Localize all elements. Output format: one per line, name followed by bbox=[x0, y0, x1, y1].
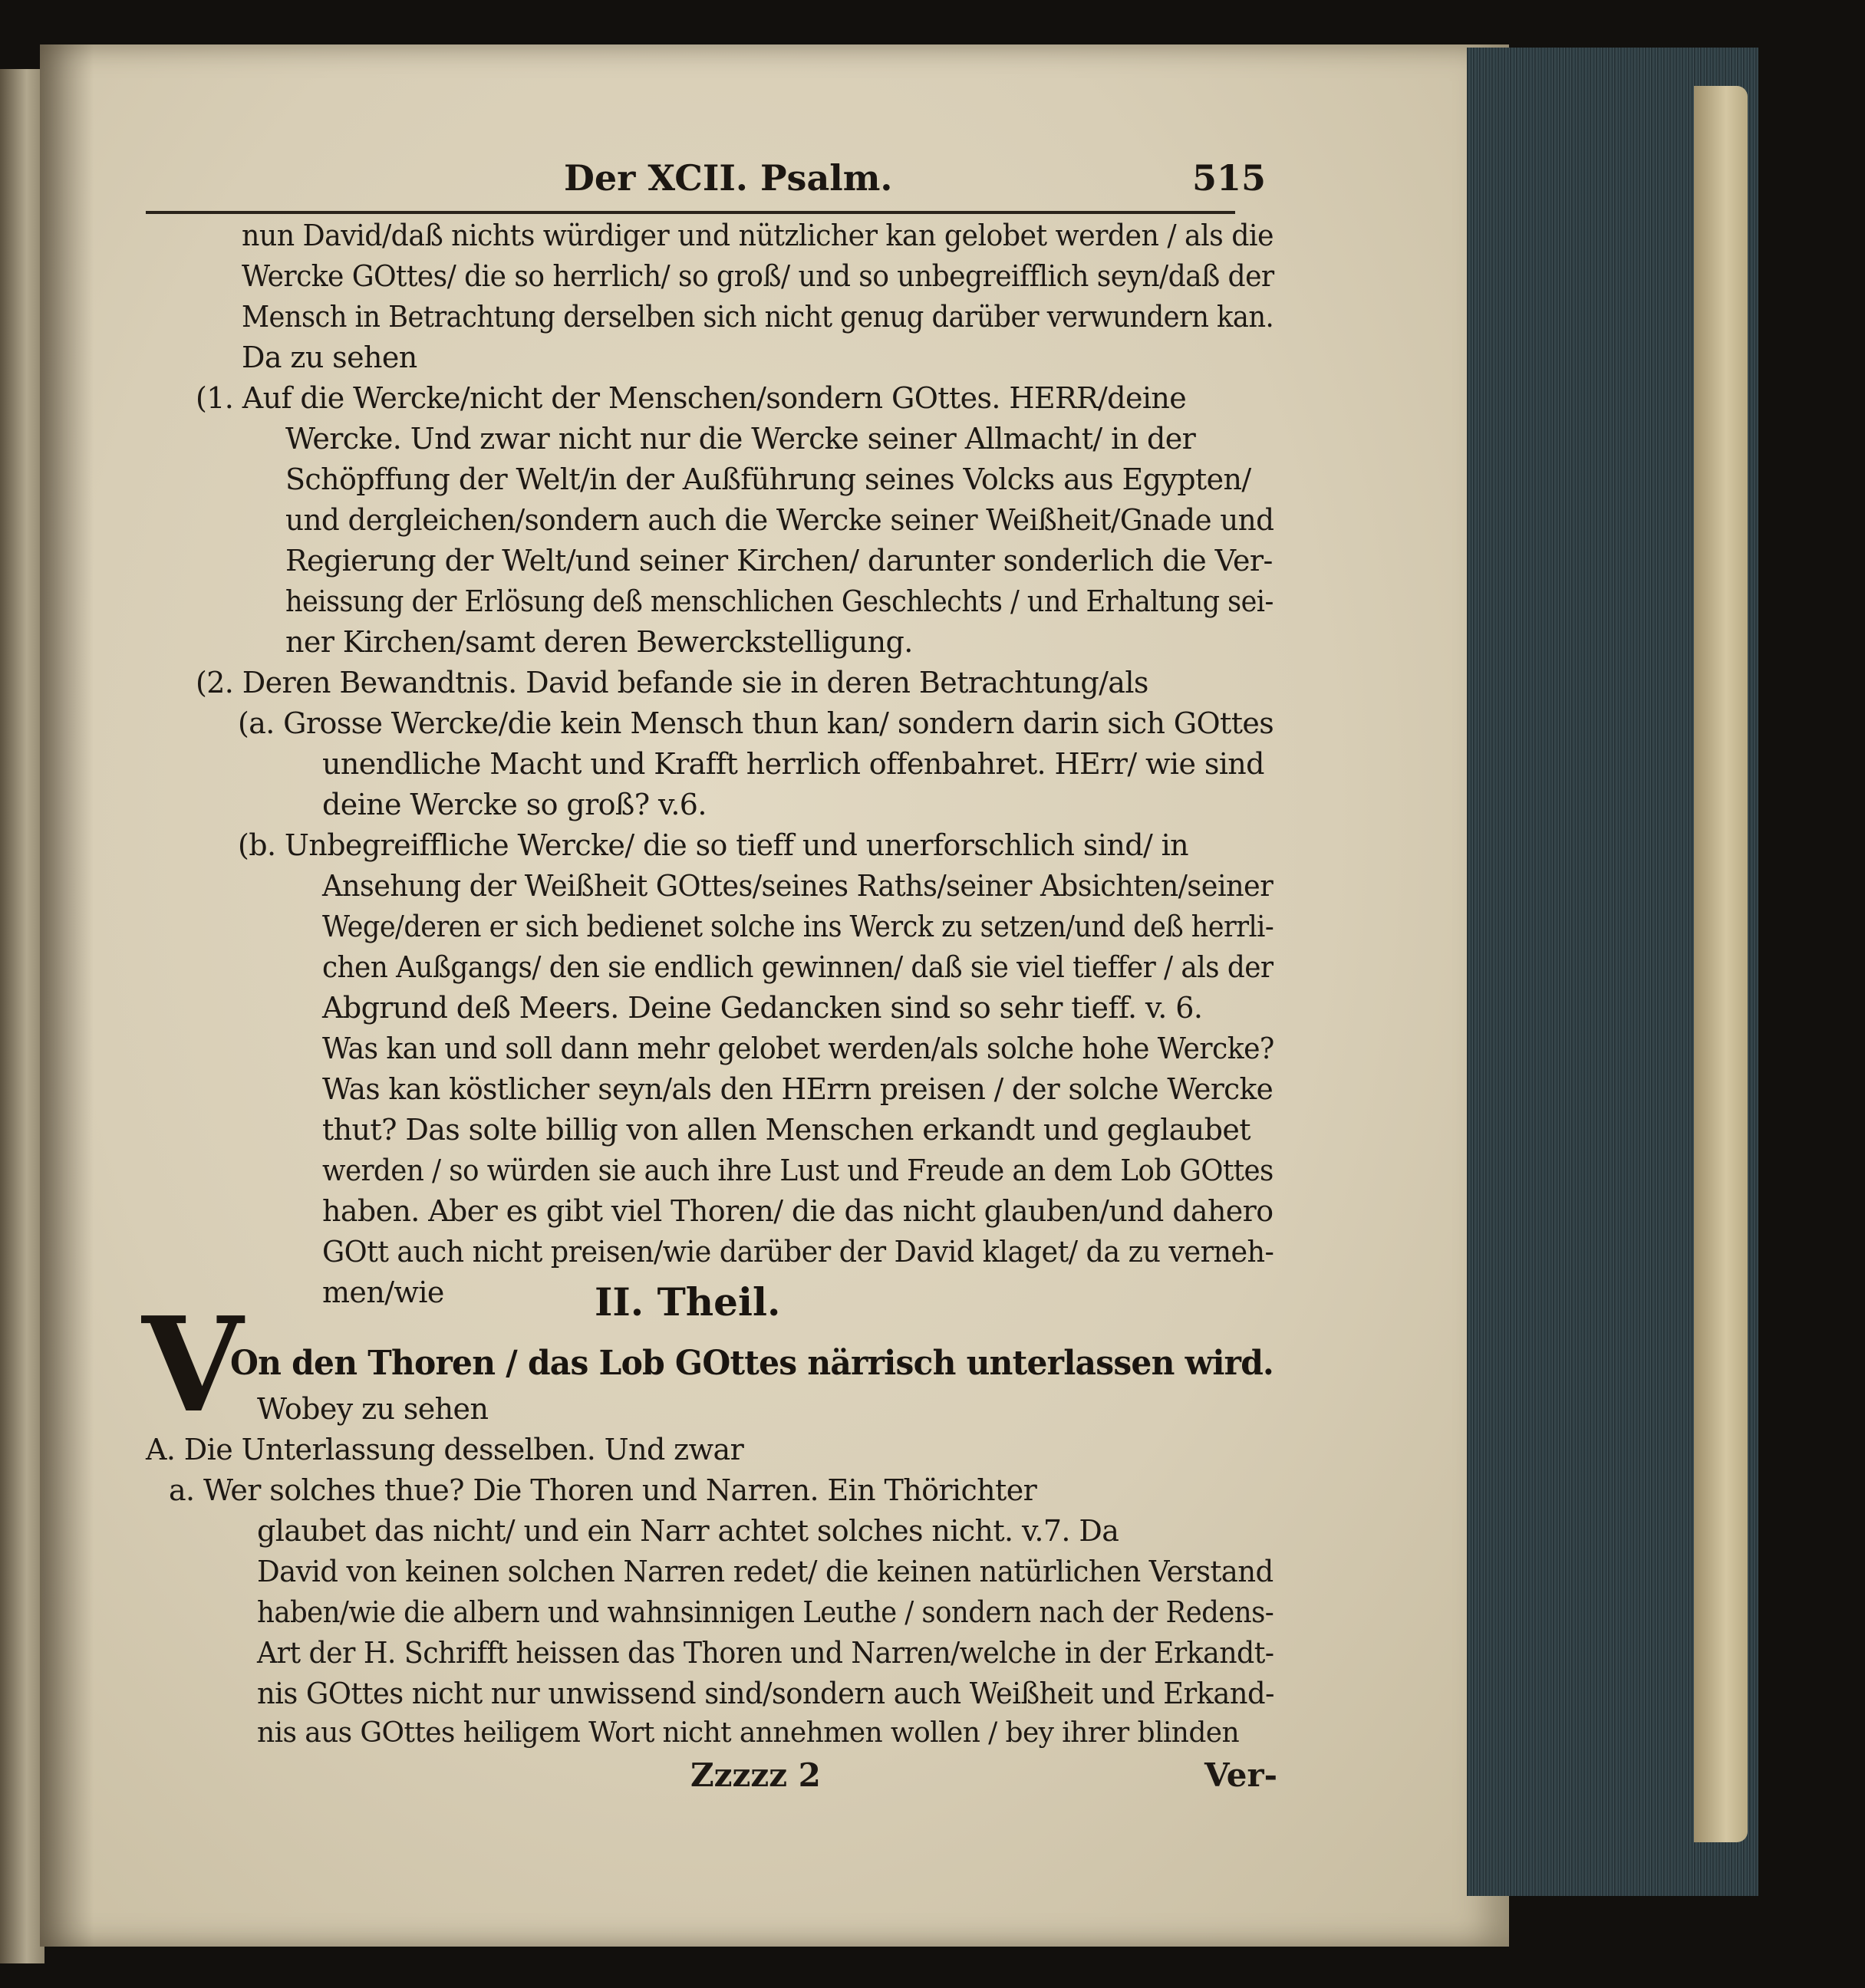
text-line: nis aus GOttes heiligem Wort nicht annehmen wollen / bey ihrer blinden bbox=[257, 1717, 1240, 1749]
text-line: (1. Auf die Wercke/nicht der Menschen/sondern GOttes. HERR/deine bbox=[196, 381, 1187, 415]
text-line: Was kan köstlicher seyn/als den HErrn preisen / der solche Wercke bbox=[322, 1072, 1274, 1106]
book-cover-edge bbox=[1694, 86, 1748, 1842]
text-line: Art der H. Schrifft heissen das Thoren und Narren/welche in der Erkandt- bbox=[257, 1636, 1274, 1670]
text-line: men/wie bbox=[322, 1275, 444, 1309]
text-line: haben. Aber es gibt viel Thoren/ die das nicht glauben/und dahero bbox=[322, 1194, 1274, 1228]
text-line: (b. Unbegreiffliche Wercke/ die so tieff und unerforschlich sind/ in bbox=[238, 828, 1189, 862]
text-line: Wege/deren er sich bedienet solche ins Werck zu setzen/und deß herrli- bbox=[322, 910, 1274, 943]
text-line: GOtt auch nicht preisen/wie darüber der David klaget/ da zu verneh- bbox=[322, 1235, 1274, 1269]
text-line: (a. Grosse Wercke/die kein Mensch thun kan/ sondern darin sich GOttes bbox=[238, 706, 1274, 740]
section-heading: On den Thoren / das Lob GOttes närrisch unterlassen wird. bbox=[230, 1344, 1274, 1383]
text-line: a. Wer solches thue? Die Thoren und Narren. Ein Thörichter bbox=[169, 1473, 1037, 1507]
running-head bbox=[146, 157, 1266, 211]
text-line: werden / so würden sie auch ihre Lust und Freude an dem Lob GOttes bbox=[322, 1154, 1274, 1187]
text-line: haben/wie die albern und wahnsinnigen Leuthe / sondern nach der Redens- bbox=[257, 1595, 1274, 1629]
page-gutter bbox=[40, 44, 94, 1947]
text-line: Regierung der Welt/und seiner Kirchen/ darunter sonderlich die Ver- bbox=[285, 544, 1273, 578]
text-line: Schöpffung der Welt/in der Außführung seines Volcks aus Egypten/ bbox=[285, 462, 1251, 496]
text-line: nis GOttes nicht nur unwissend sind/sondern auch Weißheit und Erkand- bbox=[257, 1677, 1274, 1710]
part-heading: II. Theil. bbox=[595, 1279, 781, 1325]
text-line: heissung der Erlösung deß menschlichen Geschlechts / und Erhaltung sei- bbox=[285, 584, 1274, 618]
text-line: ner Kirchen/samt deren Bewerckstelligung. bbox=[285, 625, 913, 659]
text-line: Ansehung der Weißheit GOttes/seines Raths/seiner Absichten/seiner bbox=[322, 869, 1274, 903]
text-line: chen Außgangs/ den sie endlich gewinnen/ daß sie viel tieffer / als der bbox=[322, 950, 1274, 984]
page-number: 515 bbox=[1191, 157, 1266, 199]
text-line: Wercke GOttes/ die so herrlich/ so groß/ und so unbegreifflich seyn/daß der bbox=[242, 259, 1274, 293]
catchword: Ver- bbox=[1204, 1756, 1278, 1794]
text-line: deine Wercke so groß? v.6. bbox=[322, 788, 707, 821]
facing-page-edge bbox=[0, 69, 44, 1963]
text-line: Mensch in Betrachtung derselben sich nicht genug darüber verwundern kan. bbox=[242, 300, 1274, 334]
text-line: David von keinen solchen Narren redet/ die keinen natürlichen Verstand bbox=[257, 1555, 1274, 1588]
decorated-initial: V bbox=[142, 1289, 243, 1442]
text-line: Was kan und soll dann mehr gelobet werden/als solche hohe Wercke? bbox=[322, 1032, 1274, 1065]
text-line: Wobey zu sehen bbox=[257, 1392, 489, 1426]
text-line: A. Die Unterlassung desselben. Und zwar bbox=[146, 1433, 744, 1466]
text-line: thut? Das solte billig von allen Menschen erkandt und geglaubet bbox=[322, 1113, 1250, 1147]
text-line: glaubet das nicht/ und ein Narr achtet solches nicht. v.7. Da bbox=[257, 1514, 1119, 1548]
text-line: nun David/daß nichts würdiger und nützlicher kan gelobet werden / als die bbox=[242, 219, 1274, 252]
text-line: Da zu sehen bbox=[242, 341, 417, 374]
text-line: und dergleichen/sondern auch die Wercke seiner Weißheit/Gnade und bbox=[285, 503, 1274, 537]
text-line: (2. Deren Bewandtnis. David befande sie in deren Betrachtung/als bbox=[196, 666, 1148, 699]
signature-mark: Zzzzz 2 bbox=[690, 1756, 821, 1794]
header-rule bbox=[146, 211, 1235, 214]
running-title: Der XCII. Psalm. bbox=[564, 157, 893, 199]
text-line: Wercke. Und zwar nicht nur die Wercke seiner Allmacht/ in der bbox=[285, 422, 1196, 456]
text-line: unendliche Macht und Krafft herrlich offenbahret. HErr/ wie sind bbox=[322, 747, 1264, 781]
text-line: Abgrund deß Meers. Deine Gedancken sind so sehr tieff. v. 6. bbox=[322, 991, 1203, 1025]
